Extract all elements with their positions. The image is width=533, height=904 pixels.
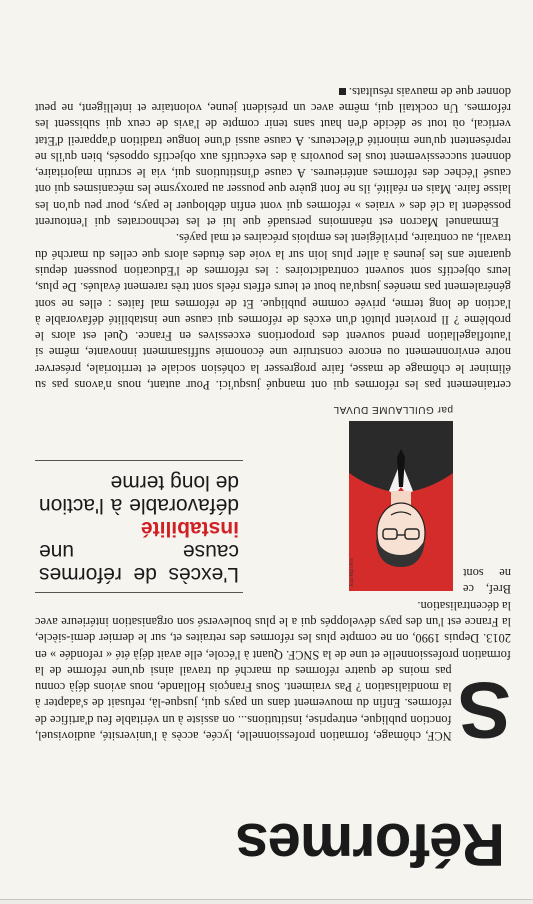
pull-quote (35, 460, 243, 593)
paragraph-1: NCF, chômage, formation professionnelle, lycée, accès à l'université, audiovisuel, fonction publique, entreprise, institutions... on assiste à un véritable feu d'artifice de réformes. Enfin du mouvement dans un pays qui, jusque-là, refusait de s'adapter à la mondialisation ? Pas vraiment. Sous François Hollande, nous avions déjà connu pas moins de quatre réformes du marché du travail ainsi qu'une réforme de la formation professionnelle et une de la SNCF. Quant à l'école, elle avait déjà été « refondée » en 2013. Depuis 1990, on ne compte plus les réformes des retraites et, sur le dernier demi-siècle, la France est l'un des pays développés qui a le plus bouleversé son organisation intérieure avec la décentralisation. (35, 598, 511, 743)
paragraph-3-text: Emmanuel Macron est néanmoins persuadé que lui et les technocrates qui l'entourent possèdent la clé des « vraies » réformes qui vont enfin débloquer le pays, pour peu qu'on les laisse faire. Mais en réalité, ils ne font guère que pousser au paroxysme les mécanismes qui ont causé l'échec des réformes antérieures. A cause d'institutions qui, via le scrutin majoritaire, donnent successivement tous les pouvoirs à des exécutifs aux objectifs opposés, bien qu'ils ne représentent qu'une minorité d'électeurs. A cause aussi d'une longue tradition d'appareil d'Etat vertical, où tout se décide d'en haut sans tenir compte de l'avis de ceux qui subissent les réformes. Un cocktail qui, même avec un président jeune, volontaire et intelligent, ne peut donner que de mauvais résultats. (35, 84, 511, 230)
end-of-article-mark (339, 88, 346, 95)
pull-quote-highlight: instabilité (140, 517, 239, 541)
pull-quote-text-end: défavorable à l'action de long terme (39, 471, 239, 518)
byline: par GUILLAUME DUVAL (333, 404, 453, 416)
photo-credit: Joan Mart Fos (350, 558, 355, 588)
pull-quote-text: L'excès de réformes cause une (39, 540, 239, 587)
section-title: Réformes (236, 811, 505, 878)
author-portrait (349, 421, 453, 591)
article-body (35, 0, 511, 755)
portrait-illustration (349, 421, 453, 591)
page-edge (0, 899, 533, 904)
paragraph-3 (35, 83, 511, 230)
drop-cap: S (457, 666, 511, 755)
paragraph-2: Bref, ce ne sont certainement pas les réformes qui ont manqué jusqu'ici. Pour autant, nous n'avons pas su éliminer le chômage de masse, faire progresser la cohésion sociale et territoriale, préserver notre environnement ou encore construire une économie suffisamment innovante, même si l'autoflagellation prend souvent des proportions excessives en France. Quel est alors le problème ? Il provient plutôt d'un excès de réformes qui cause une instabilité défavorable à l'action de long terme, privée comme publique. Et de réformes mal faites : elles ne sont généralement pas menées jusqu'au bout et leurs effets réels sont très rarement évalués. De plus, leurs objectifs sont souvent contradictoires : les réformes de l'Education poussent depuis quarante ans les jeunes à aller plus loin sur la voie des études alors que celles du marché du travail, au contraire, privilégient les emplois précaires et mal payés. (35, 231, 511, 597)
author-block (253, 401, 453, 591)
